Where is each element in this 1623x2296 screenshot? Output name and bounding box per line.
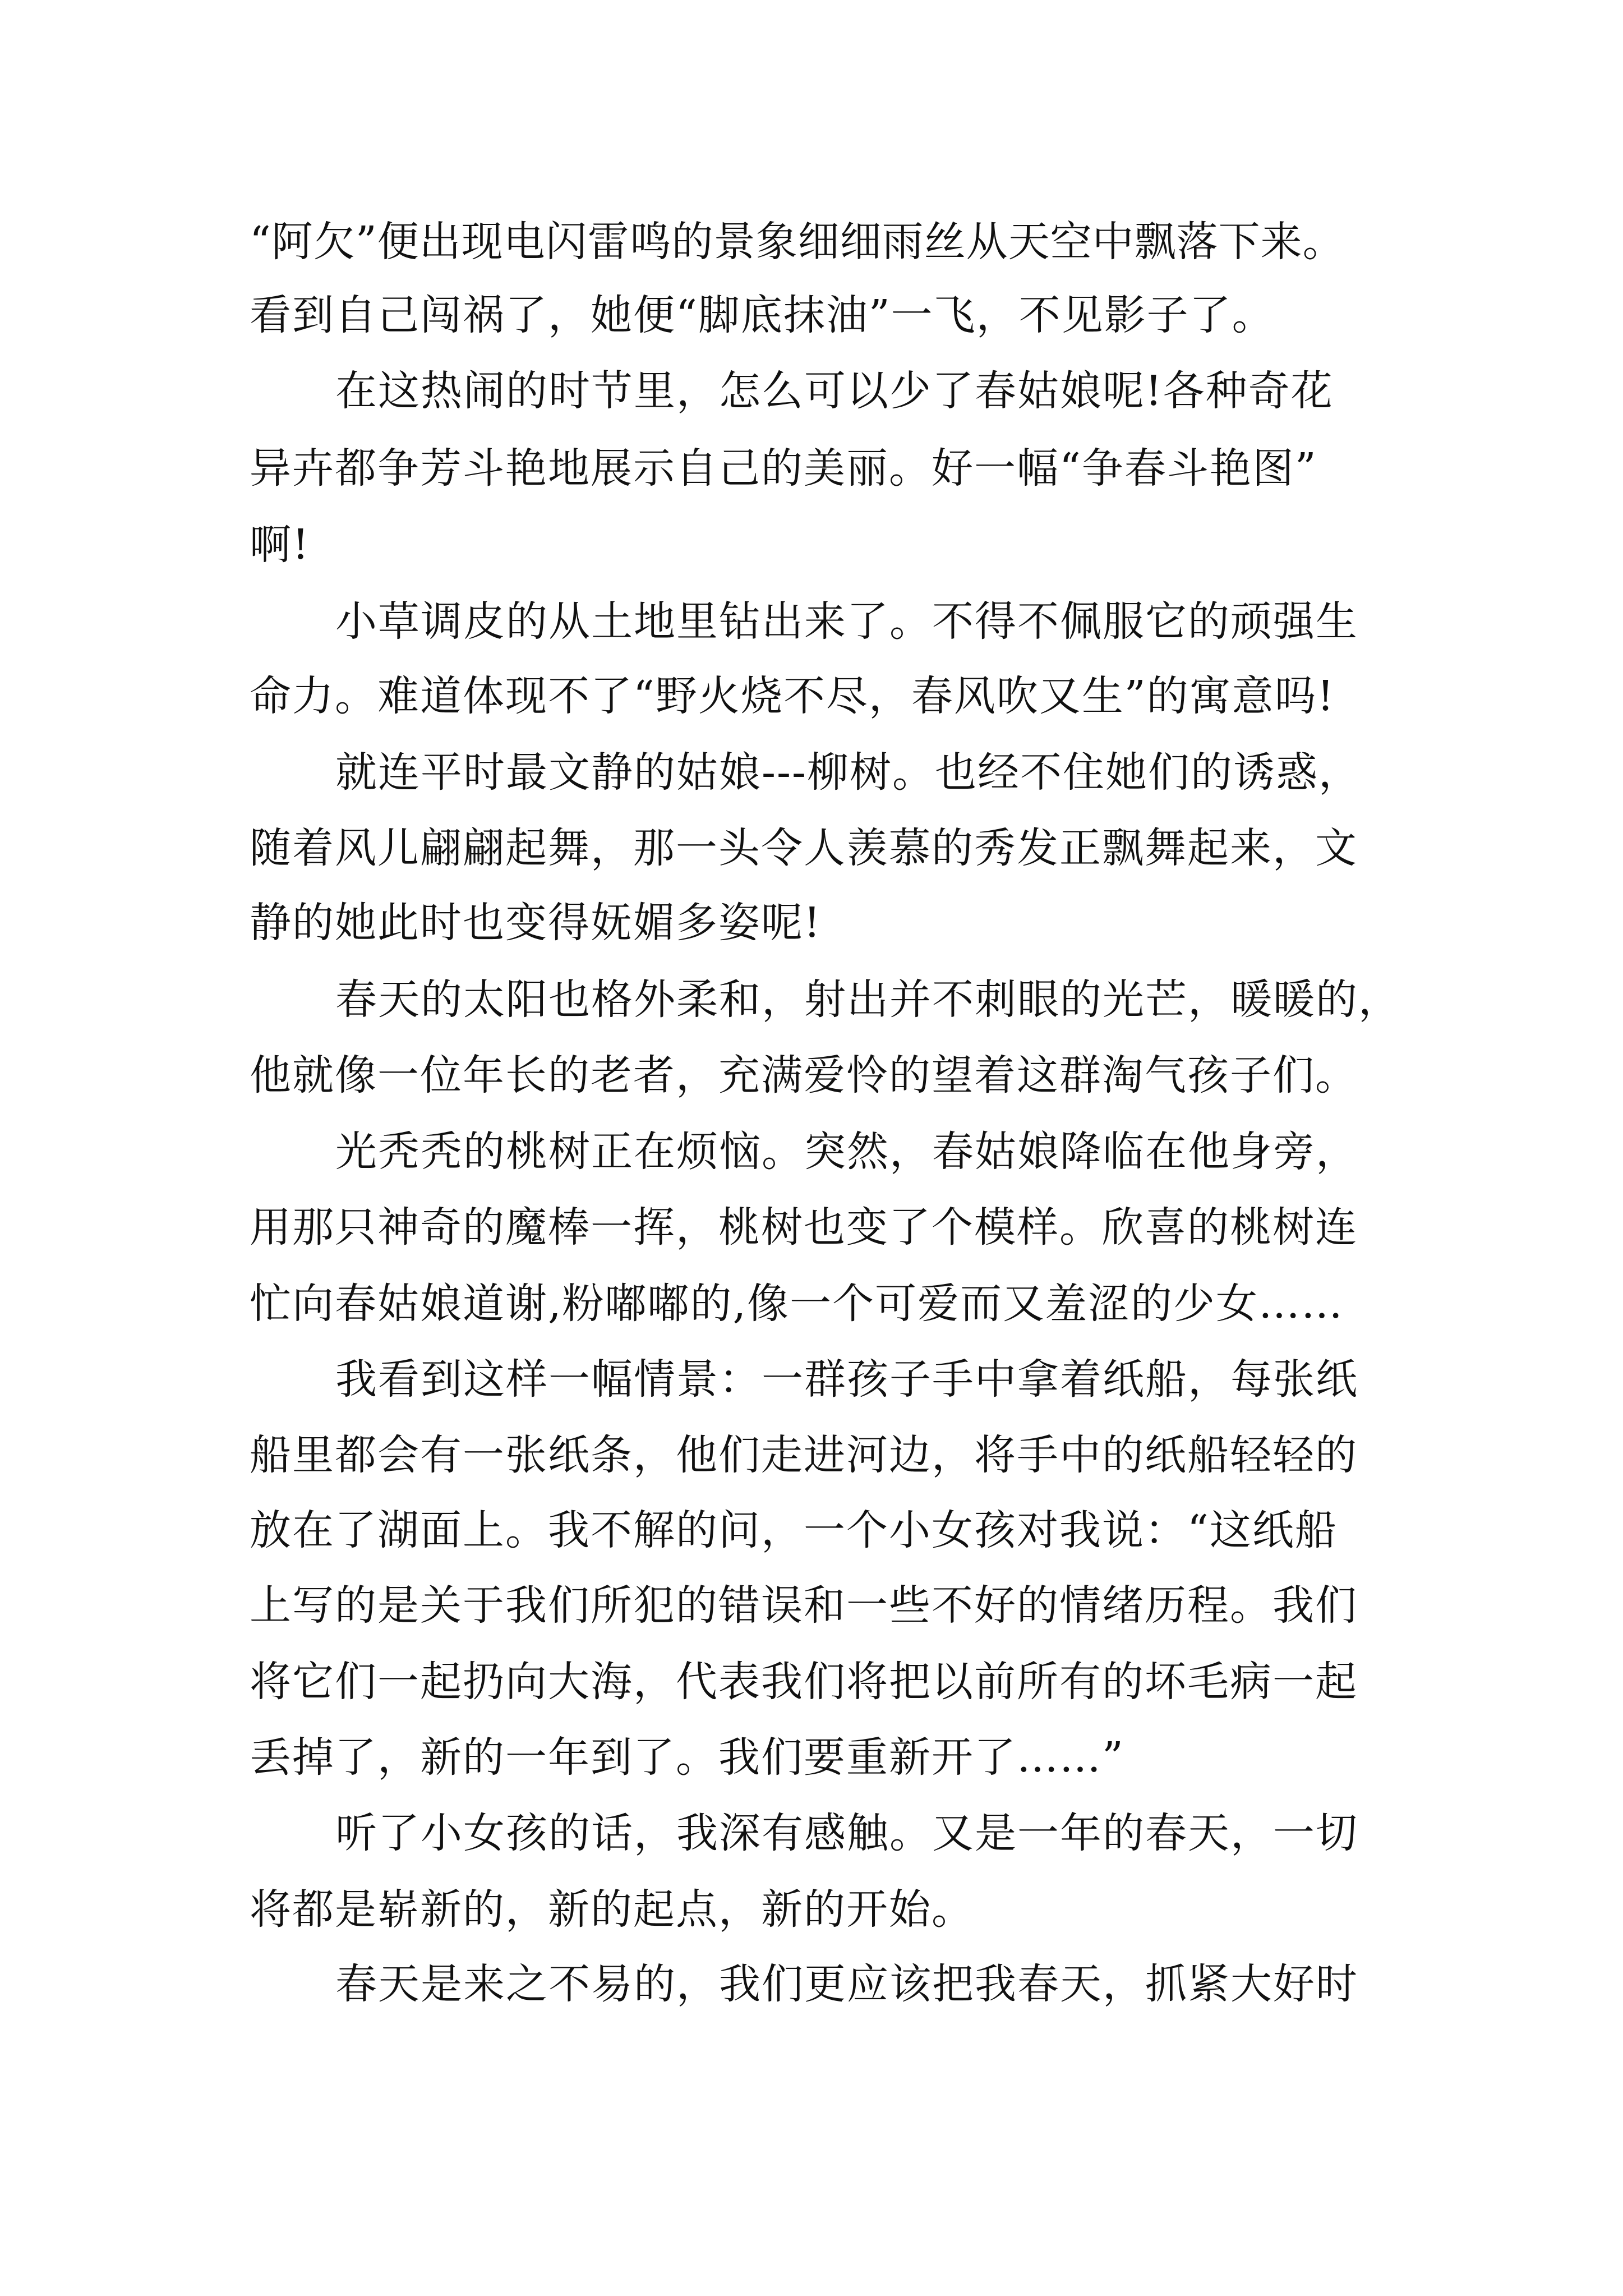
text-line: 丢掉了，新的一年到了。我们要重新开了……”: [250, 1733, 1124, 1782]
paragraph-first-line: 听了小女孩的话，我深有感触。又是一年的春天，一切: [335, 1809, 1358, 1857]
paragraph-first-line: 在这热闹的时节里，怎么可以少了春姑娘呢!各种奇花: [335, 367, 1334, 415]
text-line: 他就像一位年长的老者，充满爱怜的望着这群淘气孩子们。: [250, 1051, 1358, 1099]
text-line: 上写的是关于我们所犯的错误和一些不好的情绪历程。我们: [250, 1581, 1358, 1630]
paragraph-first-line: 就连平时最文静的姑娘---柳树。也经不住她们的诱惑，: [335, 748, 1362, 797]
text-line: 放在了湖面上。我不解的问，一个小女孩对我说：“这纸船: [250, 1506, 1338, 1554]
text-line: 随着风儿翩翩起舞，那一头令人羡慕的秀发正飘舞起来，文: [250, 824, 1358, 872]
text-line: 用那只神奇的魔棒一挥，桃树也变了个模样。欣喜的桃树连: [250, 1203, 1358, 1251]
text-line: 异卉都争芳斗艳地展示自己的美丽。好一幅“争春斗艳图”: [250, 444, 1317, 493]
paragraph-first-line: 春天的太阳也格外柔和，射出并不刺眼的光芒，暖暖的，: [335, 976, 1401, 1024]
text-line: 啊!: [250, 521, 310, 569]
paragraph-first-line: 春天是来之不易的，我们更应该把我春天，抓紧大好时: [335, 1960, 1358, 2008]
paragraph-first-line: 光秃秃的桃树正在烦恼。突然，春姑娘降临在他身旁，: [335, 1128, 1358, 1176]
text-line: 命力。难道体现不了“野火烧不尽，春风吹又生”的寓意吗!: [250, 672, 1335, 720]
paragraph-first-line: 小草调皮的从土地里钻出来了。不得不佩服它的顽强生: [335, 597, 1358, 646]
text-line: “阿欠”便出现电闪雷鸣的景象细细雨丝从天空中飘落下来。: [250, 218, 1345, 266]
text-line: 看到自己闯祸了，她便“脚底抹油”一飞，不见影子了。: [250, 291, 1275, 339]
text-line: 船里都会有一张纸条，他们走进河边，将手中的纸船轻轻的: [250, 1431, 1358, 1479]
text-line: 静的她此时也变得妩媚多姿呢!: [250, 899, 822, 947]
paragraph-first-line: 我看到这样一幅情景：一群孩子手中拿着纸船，每张纸: [335, 1355, 1358, 1404]
text-line: 将它们一起扔向大海，代表我们将把以前所有的坏毛病一起: [250, 1658, 1358, 1706]
text-line: 将都是崭新的，新的起点，新的开始。: [250, 1885, 974, 1934]
text-line: 忙向春姑娘道谢,粉嘟嘟的,像一个可爱而又羞涩的少女……: [250, 1280, 1344, 1328]
